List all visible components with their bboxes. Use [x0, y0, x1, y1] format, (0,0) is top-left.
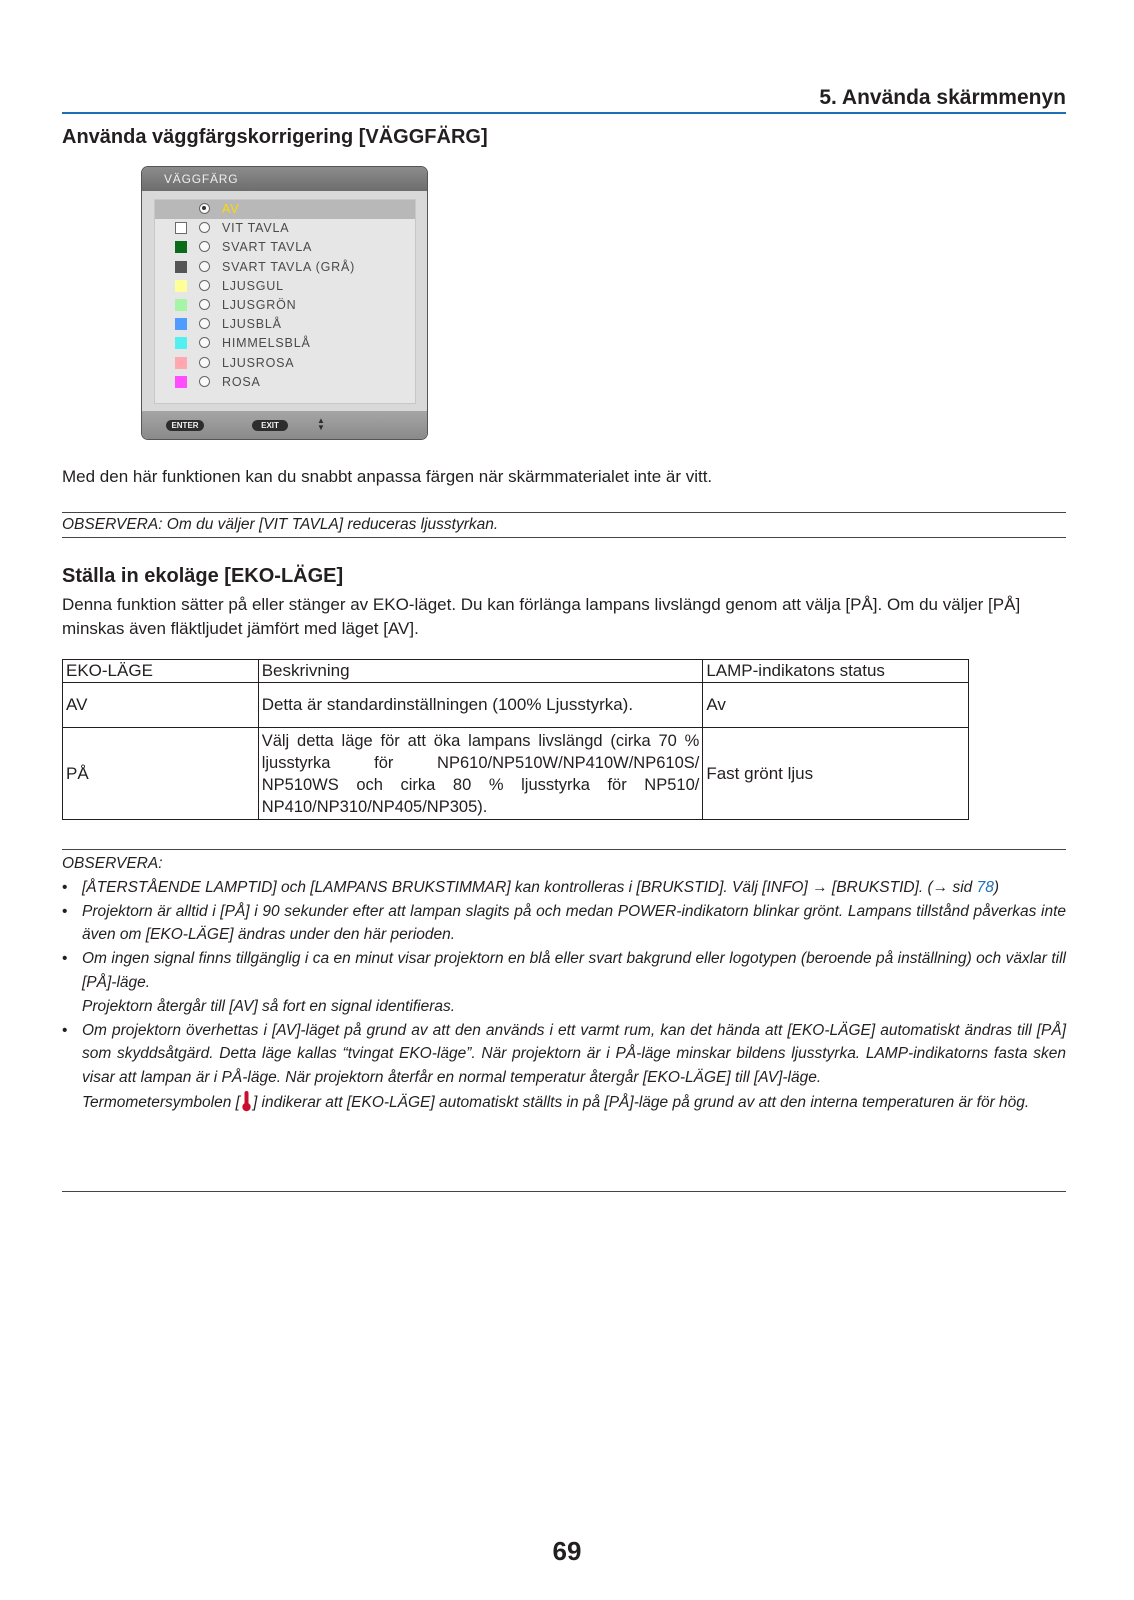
note-text: OBSERVERA: Om du väljer [VIT TAVLA] reduceras ljusstyrkan. [62, 516, 499, 533]
radio-icon [199, 376, 210, 387]
table-cell-mode: PÅ [63, 728, 259, 820]
osd-option-label: ROSA [222, 374, 261, 389]
table-cell-status: Av [703, 683, 969, 728]
osd-option[interactable] [155, 354, 415, 373]
color-swatch [175, 337, 187, 349]
notes-title: OBSERVERA: [62, 855, 163, 872]
list-item [62, 900, 1066, 948]
osd-option[interactable] [155, 315, 415, 334]
section-heading-wall-color: Använda väggfärgskorrigering [VÄGGFÄRG] [62, 126, 488, 148]
color-swatch [175, 376, 187, 388]
note-text: Projektorn är alltid i [PÅ] i 90 sekunder efter att lampan slagits på och medan POWER-indikatorn blinkar grönt. Lampans tillstånd påverkas inte även om [EKO-LÄGE] ändras under den här perioden. [82, 902, 1066, 944]
bullet-icon: • [62, 878, 68, 896]
list-item-continuation [62, 995, 1066, 1019]
radio-icon [199, 280, 210, 291]
osd-option[interactable] [155, 258, 415, 277]
osd-option[interactable] [155, 200, 415, 219]
bullet-icon: • [62, 950, 68, 968]
radio-icon [199, 357, 210, 368]
thermometer-icon [240, 1090, 253, 1112]
color-swatch [175, 318, 187, 330]
note-text: Om ingen signal finns tillgänglig i ca en minut visar projektorn en blå eller svart bakgrund eller logotypen (beroende på inställning) och växlar till [PÅ]-läge. [82, 950, 1066, 991]
radio-icon [199, 337, 210, 348]
osd-title: VÄGGFÄRG [142, 167, 427, 191]
table-row [63, 728, 969, 820]
osd-option-label: LJUSGUL [222, 278, 284, 293]
arrow-down-icon: ▼ [317, 423, 325, 432]
osd-option-list [154, 199, 416, 404]
color-swatch [175, 357, 187, 369]
color-swatch [175, 261, 187, 273]
note-text: ] indikerar att [EKO-LÄGE] automatiskt ställts in på [PÅ]-läge på grund av att den interna temperaturen är för hög. [252, 1093, 1030, 1111]
header-divider [62, 112, 1066, 114]
color-swatch [175, 203, 187, 215]
table-cell-status: Fast grönt ljus [703, 728, 969, 820]
osd-option-label: LJUSROSA [222, 355, 295, 370]
osd-option-label: LJUSBLÅ [222, 317, 282, 332]
arrow-up-icon: ▲ [317, 416, 325, 425]
note-text: Om projektorn överhettas i [AV]-läget på grund av att den används i ett varmt rum, kan det hända att [EKO-LÄGE] automatiskt ändras till [PÅ] som skyddsåtgärd. Detta läge kallas “tvingat EKO-läge”. När projektorn är i PÅ-läge minskar bildens ljusstyrka. LAMP-indikatorns fasta sken visar att lampan är i PÅ-läge. När projektorn återfår en normal temperatur återgår [EKO-LÄGE] till [AV]-läge. [82, 1021, 1066, 1087]
table-header: LAMP-indikatons status [703, 660, 969, 683]
table-cell-mode: AV [63, 683, 259, 728]
list-item-continuation [62, 1090, 1066, 1115]
eco-mode-description: Denna funktion sätter på eller stänger av EKO-läget. Du kan förlänga lampans livslängd genom att välja [PÅ]. Om du väljer [PÅ] minskas även fläktljudet jämfört med läget [AV]. [62, 595, 1021, 638]
up-down-arrows-icon [317, 417, 325, 431]
page-reference-link[interactable]: 78 [976, 878, 994, 896]
table-header: Beskrivning [258, 660, 703, 683]
bullet-icon: • [62, 902, 68, 920]
osd-option[interactable] [155, 238, 415, 257]
table-header: EKO-LÄGE [63, 660, 259, 683]
note-text: Termometersymbolen [ [82, 1093, 240, 1111]
osd-option-label: LJUSGRÖN [222, 297, 297, 312]
table-cell-description: Välj detta läge för att öka lampans livslängd (cirka 70 % ljusstyrka för NP610/NP510W/NP410W/NP610S/ NP510WS och cirka 80 % ljusstyrka för NP510/ NP410/NP310/NP405/NP305). [258, 728, 703, 820]
wall-color-description: Med den här funktionen kan du snabbt anpassa färgen när skärmmaterialet inte är vitt. [62, 467, 713, 486]
list-item [62, 1019, 1066, 1090]
chapter-title: 5. Använda skärmmenyn [819, 86, 1066, 109]
bullet-icon: • [62, 1021, 68, 1039]
radio-icon [199, 318, 210, 329]
enter-key-hint: ENTER [166, 420, 204, 431]
list-item [62, 947, 1066, 995]
osd-footer [142, 411, 427, 439]
color-swatch [175, 222, 187, 234]
osd-option[interactable] [155, 277, 415, 296]
osd-option-label: SVART TAVLA (GRÅ) [222, 259, 356, 274]
eco-mode-table [62, 659, 969, 820]
radio-icon [199, 222, 210, 233]
page-number: 69 [552, 1536, 582, 1566]
osd-option-label: SVART TAVLA [222, 240, 313, 255]
osd-option-label: VIT TAVLA [222, 221, 290, 236]
note-text: ) [993, 878, 1000, 896]
osd-option-label: HIMMELSBLÅ [222, 336, 311, 351]
osd-wall-color-menu [141, 166, 428, 440]
note-text: [ÅTERSTÅENDE LAMPTID] och [LAMPANS BRUKSTIMMAR] kan kontrolleras i [BRUKSTID]. Välj [INFO] → [BRUKSTID]. (→ sid [82, 878, 977, 896]
list-item [62, 876, 1066, 900]
note-text: Projektorn återgår till [AV] så fort en signal identifieras. [82, 997, 456, 1015]
osd-option[interactable] [155, 219, 415, 238]
radio-icon [199, 261, 210, 272]
radio-icon [199, 241, 210, 252]
table-header-row [63, 660, 969, 683]
osd-option[interactable] [155, 334, 415, 353]
osd-option[interactable] [155, 296, 415, 315]
table-row [63, 683, 969, 728]
color-swatch [175, 299, 187, 311]
color-swatch [175, 280, 187, 292]
exit-key-hint: EXIT [252, 420, 288, 431]
radio-icon [199, 299, 210, 310]
osd-option-label: AV [222, 202, 240, 216]
table-cell-description: Detta är standardinställningen (100% Ljusstyrka). [258, 683, 703, 728]
eco-notes-box [62, 849, 1066, 1192]
radio-icon [199, 203, 210, 214]
color-swatch [175, 241, 187, 253]
osd-option[interactable] [155, 373, 415, 392]
note-box [62, 512, 1066, 538]
section-heading-eco-mode: Ställa in ekoläge [EKO-LÄGE] [62, 565, 344, 587]
